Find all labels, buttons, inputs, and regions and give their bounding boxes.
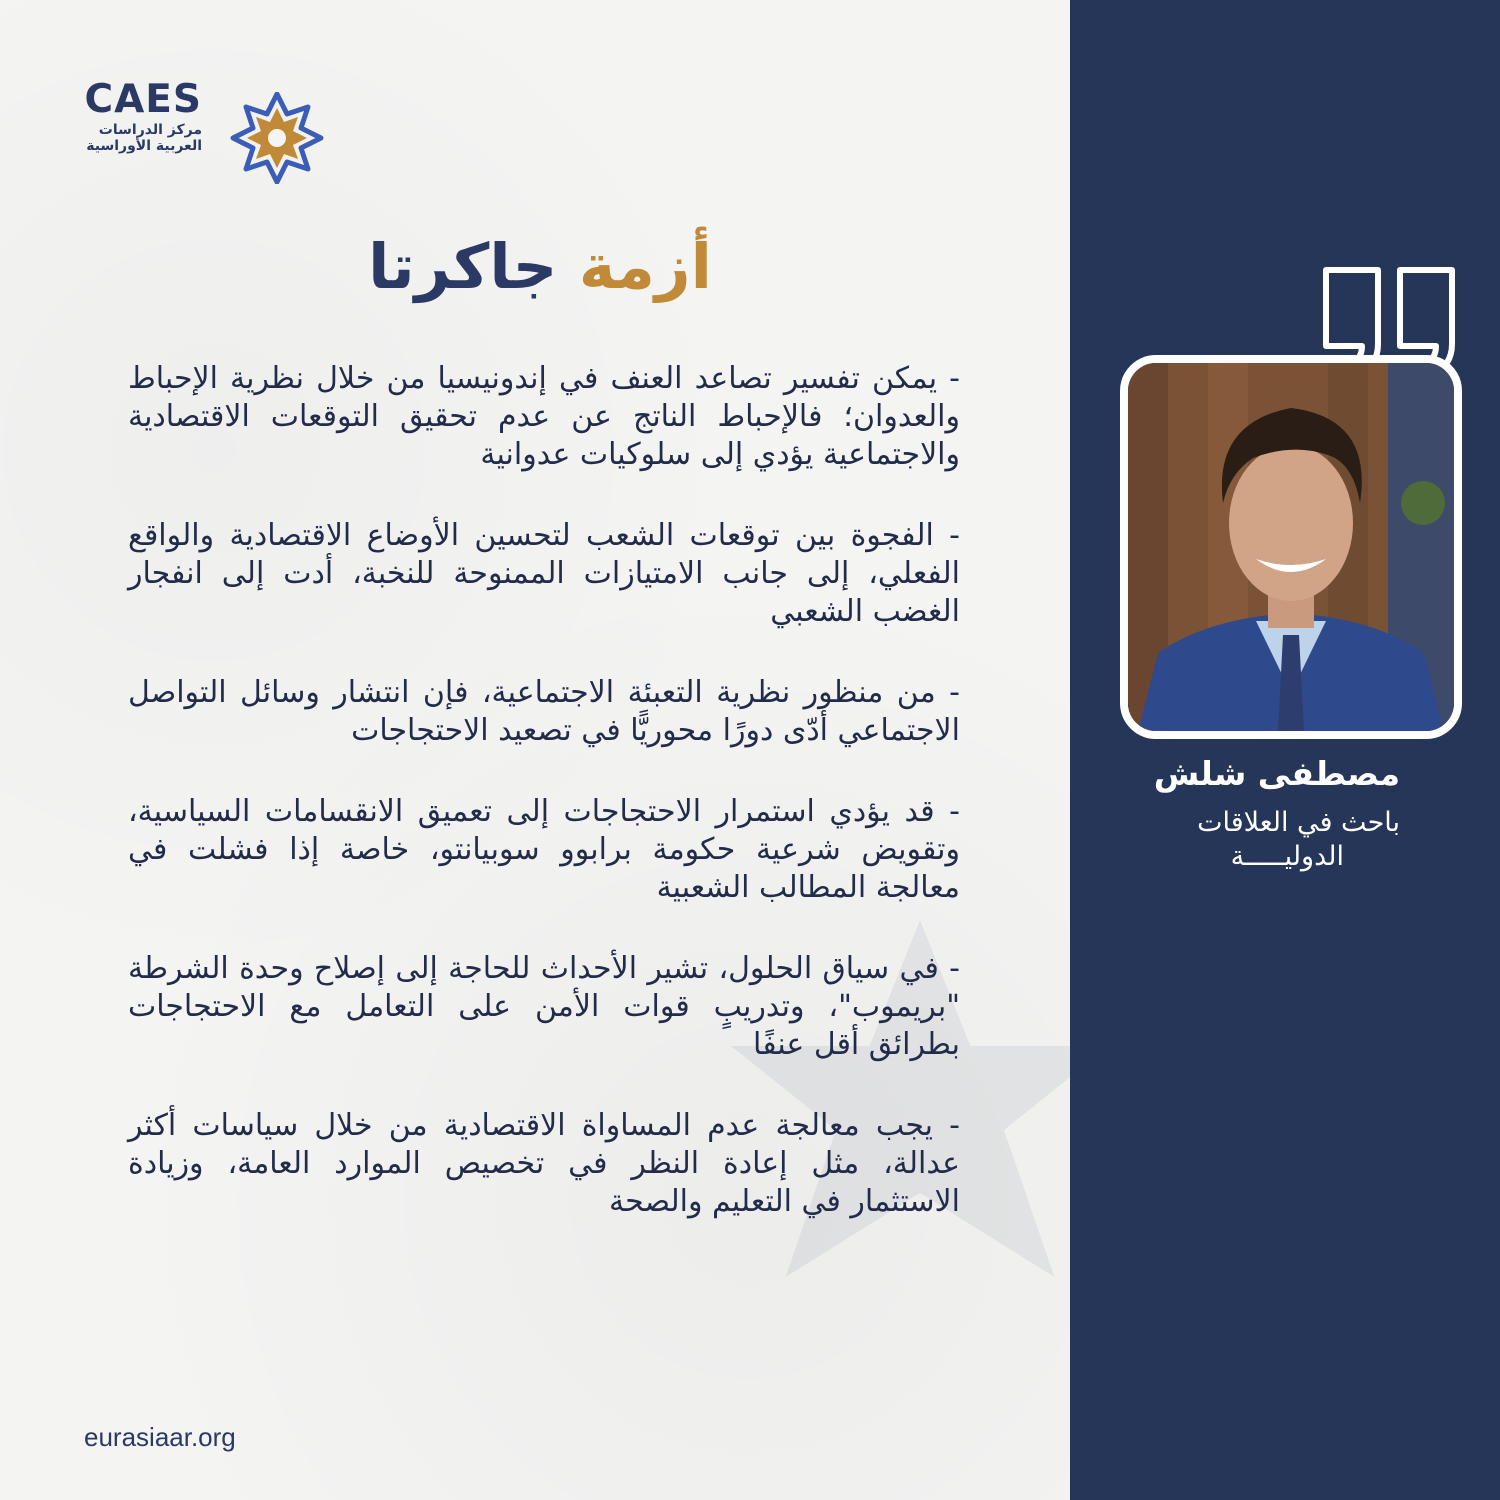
logo-text [80,78,202,154]
author-name: مصطفى شلش [1153,754,1400,793]
title-word-crisis: أزمة [578,230,712,303]
logo-name-line1: مركز الدراسات [98,122,202,138]
author-portrait [1120,355,1462,739]
article-body [128,360,960,1264]
logo-name-line2: العربية الأوراسية [86,138,202,154]
author-role [1110,806,1400,874]
logo-abbr: CAES [84,77,202,122]
paragraph-1: - يمكن تفسير تصاعد العنف في إندونيسيا من خلال نظرية الإحباط والعدوان؛ فالإحباط الناتج عن عدم تحقيق التوقعات الاقتصادية والاجتماعية يؤدي إلى سلوكيات عدوانية [128,361,960,472]
caes-logo[interactable] [80,78,340,188]
paragraph-6: - يجب معالجة عدم المساواة الاقتصادية من خلال سياسات أكثر عدالة، مثل إعادة النظر في تخصيص الموارد العامة، وزيادة الاستثمار في التعليم والصحة [128,1108,960,1219]
portrait-illustration [1128,363,1454,731]
paragraph-2: - الفجوة بين توقعات الشعب لتحسين الأوضاع الاقتصادية والواقع الفعلي، إلى جانب الامتيازات الممنوحة للنخبة، أدت إلى انفجار الغضب الشعبي [128,518,960,629]
paragraph-5: - في سياق الحلول، تشير الأحداث للحاجة إلى إصلاح وحدة الشرطة "بريموب"، وتدريبٍ قوات الأمن على التعامل مع الاحتجاجات بطرائق أقل عنفًا [128,951,960,1062]
author-role-line2: الدوليـــــة [1230,841,1344,872]
author-panel [1070,0,1500,1500]
author-role-line1: باحث في العلاقات [1197,807,1400,838]
page-title [300,222,780,312]
eight-point-star-logo-icon [218,92,336,184]
paragraph-3: - من منظور نظرية التعبئة الاجتماعية، فإن انتشار وسائل التواصل الاجتماعي أدّى دورًا محوريًّا في تصعيد الاحتجاجات [128,675,960,748]
title-word-jakarta: جاكرتا [368,230,558,303]
paragraph-4: - قد يؤدي استمرار الاحتجاجات إلى تعميق الانقسامات السياسية، وتقويض شرعية حكومة برابوو سوبيانتو، خاصة إذا فشلت في معالجة المطالب الشعبية [128,794,960,905]
website-link[interactable]: eurasiaar.org [84,1422,236,1452]
